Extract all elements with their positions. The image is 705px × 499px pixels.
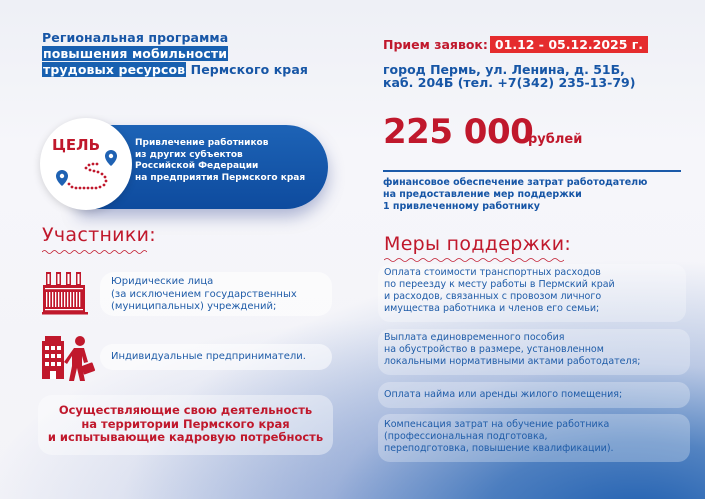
participant-legal-entities [111, 276, 297, 314]
measure-line: Оплата стоимости транспортных расходов [384, 267, 601, 278]
application-label: Прием заявок: [383, 37, 488, 52]
participants-title: Участники: [42, 224, 156, 246]
address [383, 63, 635, 89]
goal-text-line: Привлечение работников [135, 138, 269, 148]
factory-icon [42, 270, 90, 316]
goal-text-line: на предприятия Пермского края [135, 172, 306, 183]
measure-transport [384, 267, 615, 315]
participants-note [38, 404, 333, 445]
amount-description [383, 177, 647, 213]
amount-desc-line: на предоставление мер поддержки [383, 189, 582, 200]
wave-underline [42, 249, 147, 255]
participant-line: (муниципальных) учреждений; [111, 301, 277, 312]
participant-line: Юридические лица [111, 276, 214, 287]
measure-line: имущества работника и членов его семьи; [384, 303, 600, 314]
title-line-1: Региональная программа [42, 30, 229, 45]
amount-value: 225 000 [383, 112, 534, 152]
goal-text-line: из других субъектов [135, 149, 243, 160]
measures-title: Меры поддержки: [384, 233, 572, 255]
participant-line: Индивидуальные предприниматели. [111, 351, 306, 362]
measure-line: на обустройство в размере, установленном [384, 344, 604, 355]
measure-line: Компенсация затрат на обучение работника [384, 419, 610, 430]
address-line-2: каб. 204Б (тел. +7(342) 235-13-79) [383, 75, 636, 90]
application-period [383, 37, 648, 52]
goal-label: ЦЕЛЬ [52, 136, 101, 154]
measure-line: Выплата единовременного пособия [384, 332, 565, 343]
title-line-3-highlight: трудовых ресурсов [43, 62, 186, 77]
measure-line: по переезду к месту работы в Пермский край [384, 279, 615, 290]
measure-housing [384, 389, 622, 401]
measure-line: и расходов, связанных с провозом личного [384, 291, 602, 302]
measure-line: Оплата найма или аренды жилого помещения; [384, 389, 623, 400]
measure-training [384, 419, 614, 455]
measure-line: (профессиональная подготовка, [384, 431, 548, 442]
amount-desc-line: 1 привлеченному работнику [383, 201, 540, 212]
title-line-2: повышения мобильности [43, 46, 228, 61]
goal-text-line: Российской Федерации [135, 161, 259, 171]
wave-underline [384, 257, 564, 263]
measure-allowance [384, 332, 641, 368]
amount-desc-line: финансовое обеспечение затрат работодателю [383, 177, 648, 188]
participant-line: (за исключением государственных [111, 288, 297, 300]
note-line: Осуществляющие свою деятельность [58, 403, 313, 417]
amount-unit: рублей [528, 132, 583, 147]
route-pin-icon [48, 150, 128, 200]
participant-entrepreneurs [111, 351, 306, 364]
measure-line: локальными нормативными актами работодателя; [384, 356, 641, 367]
application-dates-badge: 01.12 - 05.12.2025 г. [490, 36, 648, 53]
title-line-3-rest: Пермского края [186, 62, 309, 77]
measure-line: переподготовка, повышение квалификации). [384, 443, 614, 454]
note-line: и испытывающие кадровую потребность [47, 430, 324, 444]
note-line: на территории Пермского края [81, 416, 290, 431]
divider [383, 170, 681, 172]
program-title [42, 30, 308, 78]
address-line-1: город Пермь, ул. Ленина, д. 51Б, [383, 62, 625, 77]
entrepreneur-icon [42, 333, 102, 383]
goal-text [135, 138, 305, 184]
